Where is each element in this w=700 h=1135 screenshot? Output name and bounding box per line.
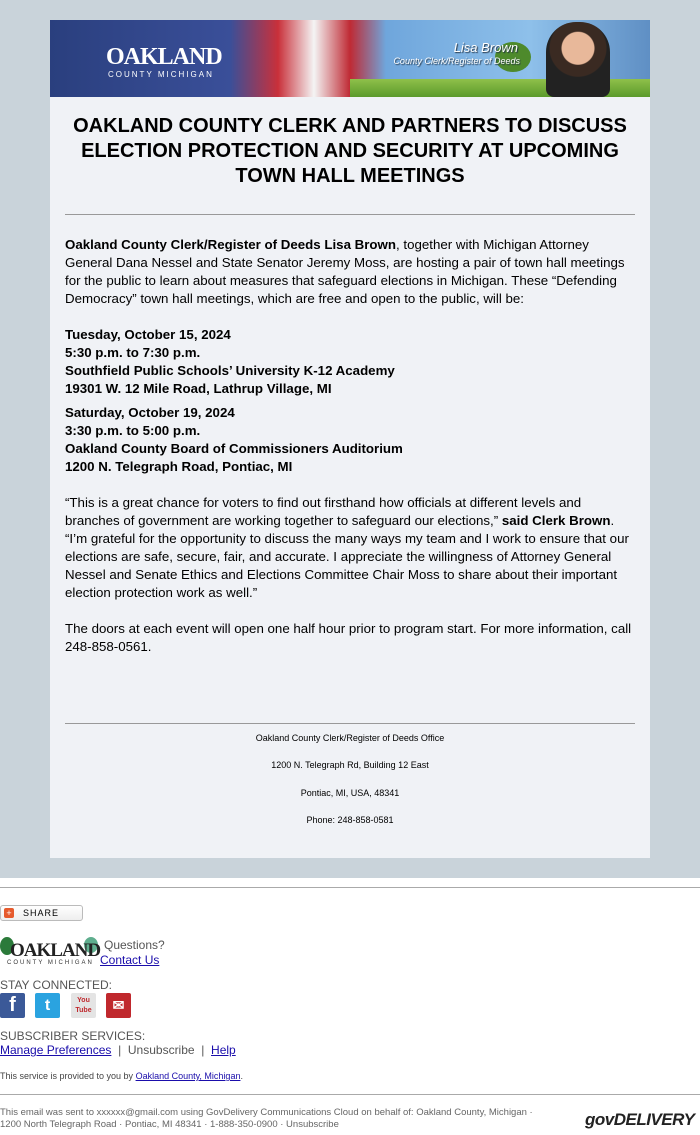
provided-by [0,1071,243,1081]
banner-role: County Clerk/Register of Deeds [393,56,520,66]
event-address: 19301 W. 12 Mile Road, Lathrup Village, MI [65,381,332,396]
govdelivery-logo: govDELIVERY [585,1110,695,1129]
quote-bold: said Clerk Brown [501,513,611,528]
questions-label: Questions? [104,938,165,952]
header-banner [50,20,650,97]
contact-us-link[interactable]: Contact Us [100,953,160,967]
email-card [50,20,650,858]
closing-paragraph: The doors at each event will open one half hour prior to program start. For more information, call 248-858-0561. [65,621,632,654]
logo-text: OAKLAND [10,940,101,961]
headline: OAKLAND COUNTY CLERK AND PARTNERS TO DISCUSS ELECTION PROTECTION AND SECURITY AT UPCOMING TOWN HALL MEETINGS [73,115,627,187]
legal-line: This email was sent to xxxxxx@gmail.com using GovDelivery Communications Cloud on behalf of: Oakland County, Michigan · [0,1107,533,1118]
oakland-county-link[interactable]: Oakland County, Michigan [135,1071,241,1081]
address-line: Pontiac, MI, USA, 48341 [300,787,400,798]
provided-end: . [240,1071,243,1081]
article-body [65,236,635,674]
event-time: 3:30 p.m. to 5:00 p.m. [65,423,201,438]
intro-paragraph [65,236,635,308]
office-address [50,733,650,842]
manage-preferences-link[interactable]: Manage Preferences [0,1043,112,1057]
separator: | [118,1043,122,1057]
separator: | [201,1043,205,1057]
event-date: Tuesday, October 15, 2024 [65,327,231,342]
email-icon[interactable]: ✉ [106,993,131,1018]
address-line: Oakland County Clerk/Register of Deeds Office [255,733,445,743]
subscriber-links [0,1043,236,1057]
address-line: 1200 N. Telegraph Rd, Building 12 East [271,760,429,771]
quote-text: “This is a great chance for voters to find out firsthand how officials at different levels and branches of government are working together to safeguard our elections,” [65,495,582,528]
stay-connected-label: STAY CONNECTED: [0,978,113,992]
event-time: 5:30 p.m. to 7:30 p.m. [65,345,201,360]
quote-paragraph [65,494,635,602]
plus-icon: + [4,908,14,918]
oakland-logo-sub: COUNTY MICHIGAN [108,70,214,79]
oakland-logo: OAKLAND [106,44,222,70]
facebook-icon[interactable]: f [0,993,25,1018]
logo-sub: COUNTY MICHIGAN [7,960,94,966]
event-address: 1200 N. Telegraph Road, Pontiac, MI [65,459,293,474]
twitter-icon[interactable]: t [35,993,60,1018]
legal-line[interactable]: 1200 North Telegraph Road · Pontiac, MI 48341 · 1-888-350-0900 · Unsubscribe [0,1119,339,1130]
subscriber-services-label: SUBSCRIBER SERVICES: [0,1029,146,1043]
share-button[interactable] [0,905,83,921]
event-venue: Southfield Public Schools’ University K-12 Academy [65,363,395,378]
unsubscribe-link[interactable]: Unsubscribe [127,1043,195,1057]
event-1 [65,326,635,398]
intro-text: , together with Michigan Attorney General Dana Nessel and State Senator Jeremy Moss, are hosting a pair of town hall meetings for the public to learn about measures that safeguard elections in Michigan. These “Defending Democracy” town hall meetings, which are free and open to the public, will be: [65,237,625,306]
footer-divider [0,1094,700,1095]
event-venue: Oakland County Board of Commissioners Auditorium [65,441,403,456]
address-line: Phone: 248-858-0581 [306,814,394,825]
legal-text [0,1107,533,1131]
footer-oakland-logo [0,937,100,967]
quote-text: . “I’m grateful for the opportunity to discuss the many ways my team and I work to ensure that our elections are safe, secure, fair, and accurate. I appreciate the willingness of Attorney General Nessel and Senate Ethics and Elections Committee Chair Moss to share about their important election protection work as well.” [65,513,629,600]
event-2 [65,404,635,476]
banner-name: Lisa Brown [453,40,518,55]
divider [65,723,635,724]
share-label: SHARE [23,908,60,918]
provided-text: This service is provided to you by [0,1071,136,1081]
footer-divider [0,887,700,888]
help-link[interactable]: Help [211,1043,236,1057]
event-date: Saturday, October 19, 2024 [65,405,235,420]
divider [65,214,635,215]
clerk-photo [546,22,610,97]
intro-bold: Oakland County Clerk/Register of Deeds Lisa Brown [65,237,397,252]
youtube-icon[interactable]: You Tube [71,993,96,1018]
